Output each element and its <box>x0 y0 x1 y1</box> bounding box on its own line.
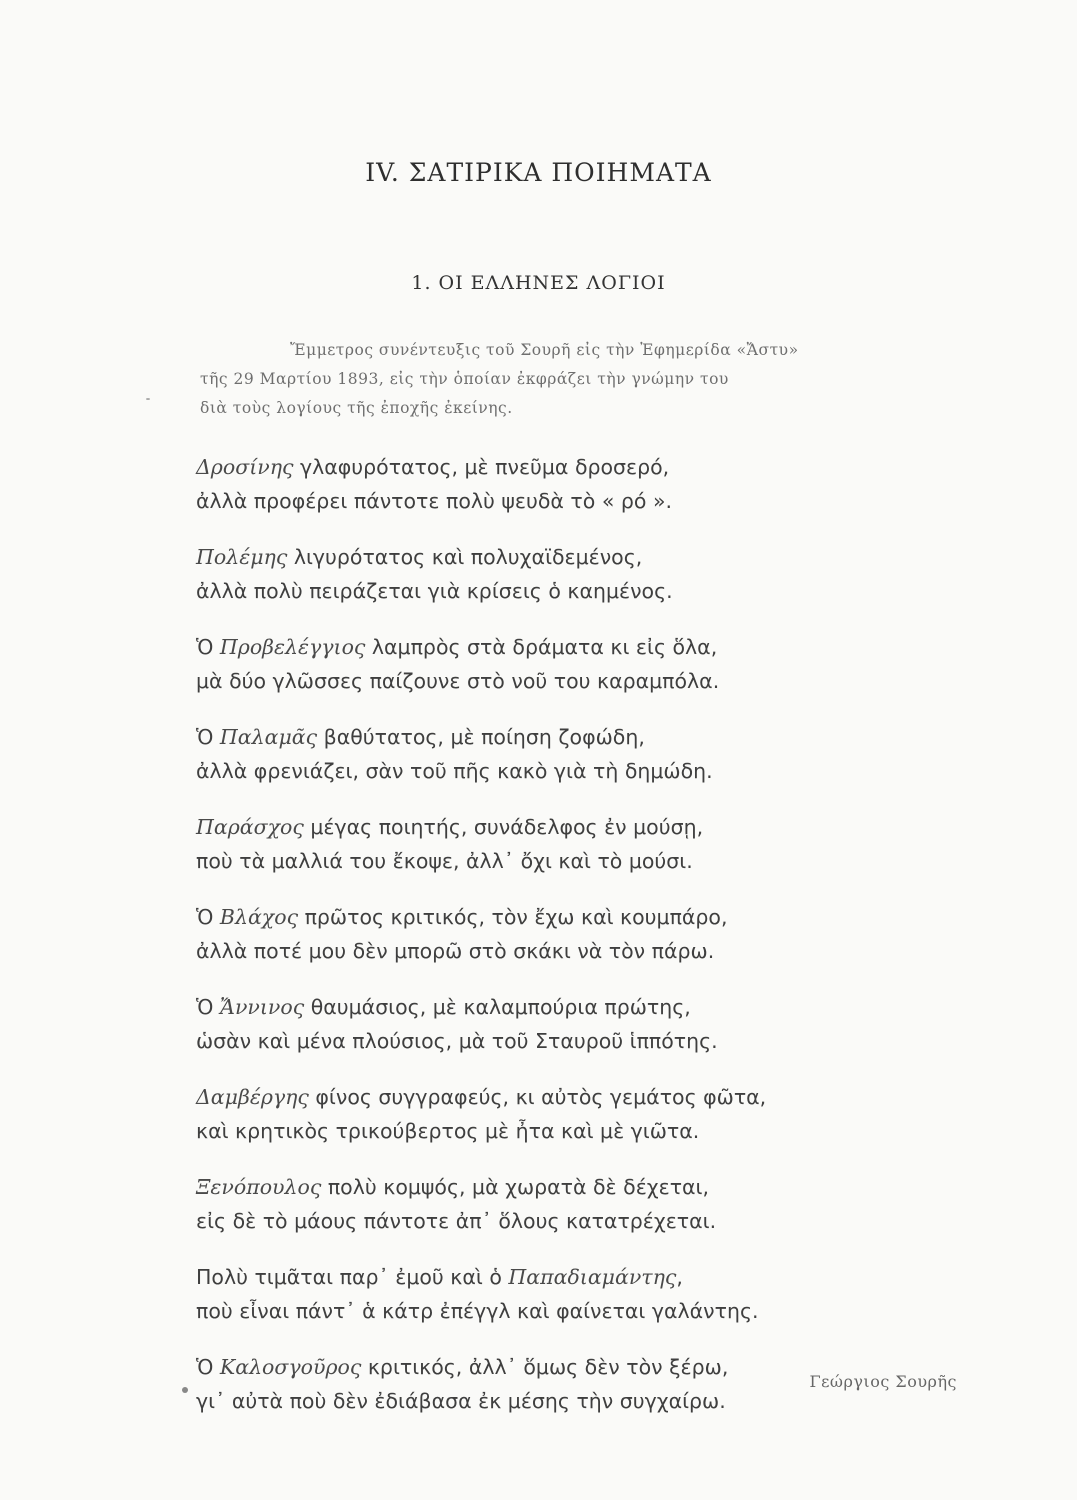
verse-line: ὡσὰν καὶ μένα πλούσιος, μὰ τοῦ Σταυροῦ ἱππότης. <box>196 1029 718 1053</box>
stanza <box>196 450 996 518</box>
poet-name: Βλάχος <box>219 905 299 929</box>
verse-line: ἀλλὰ φρενιάζει, σὰν τοῦ πῆς κακὸ γιὰ τὴ δημώδη. <box>196 759 713 783</box>
stanza <box>196 810 996 878</box>
poem-title: 1. ΟΙ ΕΛΛΗΝΕΣ ΛΟΓΙΟΙ <box>411 272 666 294</box>
verse-text: θαυμάσιος, μὲ καλαμπούρια πρώτης, <box>304 995 691 1019</box>
poet-name: Ἄννινος <box>219 995 305 1019</box>
poet-name: Δροσίνης <box>196 455 294 479</box>
verse-prefix: Πολὺ τιμᾶται παρ᾽ ἐμοῦ καὶ ὁ <box>196 1265 509 1289</box>
poet-name: Παλαμᾶς <box>219 725 318 749</box>
poet-name: Ξενόπουλος <box>196 1175 322 1199</box>
verse-text: λιγυρότατος καὶ πολυχαϊδεμένος, <box>287 545 643 569</box>
verse-line <box>196 1260 996 1294</box>
verse-line <box>196 450 996 484</box>
verse-prefix: Ὁ <box>196 995 220 1019</box>
poet-name: Δαμβέργης <box>196 1085 309 1109</box>
verse-line: εἰς δὲ τὸ μάους πάντοτε ἀπ᾽ ὅλους κατατρέχεται. <box>196 1209 717 1233</box>
stanza <box>196 540 996 608</box>
author-signature: Γεώργιος Σουρῆς <box>809 1372 957 1391</box>
verse-line: μὰ δύο γλῶσσες παίζουνε στὸ νοῦ του καραμπόλα. <box>196 669 720 693</box>
poet-name: Παράσχος <box>196 815 304 839</box>
verse-line <box>196 630 996 664</box>
verse-line <box>196 720 996 754</box>
verse-prefix: Ὁ <box>196 905 220 929</box>
verse-text: βαθύτατος, μὲ ποίηση ζοφώδη, <box>317 725 645 749</box>
intro-note <box>200 336 970 423</box>
poem-body <box>196 450 996 1440</box>
stanza <box>196 990 996 1058</box>
verse-line: ἀλλὰ ποτέ μου δὲν μπορῶ στὸ σκάκι νὰ τὸν πάρω. <box>196 939 715 963</box>
verse-line <box>196 1080 996 1114</box>
stanza <box>196 1080 996 1148</box>
verse-line <box>196 810 996 844</box>
intro-line: Ἔμμετρος συνέντευξις τοῦ Σουρῆ εἰς τὴν Ἐφημερίδα «Ἄστυ» <box>290 341 799 359</box>
verse-line <box>196 1170 996 1204</box>
poet-name: Καλοσγοῦρος <box>219 1355 362 1379</box>
stanza <box>196 1170 996 1238</box>
verse-line <box>196 990 996 1024</box>
verse-text: λαμπρὸς στὰ δράματα κι εἰς ὅλα, <box>365 635 718 659</box>
ink-speck <box>146 398 150 400</box>
verse-text: μέγας ποιητής, συνάδελφος ἐν μούσῃ, <box>303 815 704 839</box>
verse-line: γι᾽ αὐτὰ ποὺ δὲν ἐδιάβασα ἐκ μέσης τὴν συγχαίρω. <box>196 1389 726 1413</box>
verse-line: καὶ κρητικὸς τρικούβερτος μὲ ἦτα καὶ μὲ γιῶτα. <box>196 1119 700 1143</box>
ink-speck <box>182 1387 188 1393</box>
verse-line <box>196 540 996 574</box>
stanza <box>196 900 996 968</box>
verse-text: φίνος συγγραφεύς, κι αὐτὸς γεμάτος φῶτα, <box>308 1085 767 1109</box>
intro-line: διὰ τοὺς λογίους τῆς ἐποχῆς ἐκείνης. <box>200 399 513 417</box>
verse-prefix: Ὁ <box>196 635 220 659</box>
verse-text: πρῶτος κριτικός, τὸν ἔχω καὶ κουμπάρο, <box>298 905 728 929</box>
verse-line: ποὺ εἶναι πάντ᾽ ἁ κάτρ ἐπέγγλ καὶ φαίνεται γαλάντης. <box>196 1299 759 1323</box>
verse-line: ἀλλὰ πολὺ πειράζεται γιὰ κρίσεις ὁ καημένος. <box>196 579 673 603</box>
verse-prefix: Ὁ <box>196 725 220 749</box>
poet-name: Προβελέγγιος <box>219 635 366 659</box>
verse-text: πολὺ κομψός, μὰ χωρατὰ δὲ δέχεται, <box>321 1175 710 1199</box>
verse-prefix: Ὁ <box>196 1355 220 1379</box>
chapter-title: IV. ΣΑΤΙΡΙΚΑ ΠΟΙΗΜΑΤΑ <box>365 158 712 187</box>
poet-name: Παπαδιαμάντης <box>508 1265 677 1289</box>
verse-text: γλαφυρότατος, μὲ πνεῦμα δροσερό, <box>293 455 670 479</box>
poet-name: Πολέμης <box>196 545 288 569</box>
stanza <box>196 1260 996 1328</box>
stanza <box>196 720 996 788</box>
verse-line <box>196 900 996 934</box>
verse-text: κριτικός, ἀλλ᾽ ὅμως δὲν τὸν ξέρω, <box>361 1355 729 1379</box>
stanza <box>196 630 996 698</box>
verse-text: , <box>676 1265 683 1289</box>
verse-line: ἀλλὰ προφέρει πάντοτε πολὺ ψευδὰ τὸ « ρό ». <box>196 489 673 513</box>
verse-line: ποὺ τὰ μαλλιά του ἔκοψε, ἀλλ᾽ ὄχι καὶ τὸ μούσι. <box>196 849 693 873</box>
intro-line: τῆς 29 Μαρτίου 1893, εἰς τὴν ὁποίαν ἐκφράζει τὴν γνώμην του <box>200 370 729 388</box>
